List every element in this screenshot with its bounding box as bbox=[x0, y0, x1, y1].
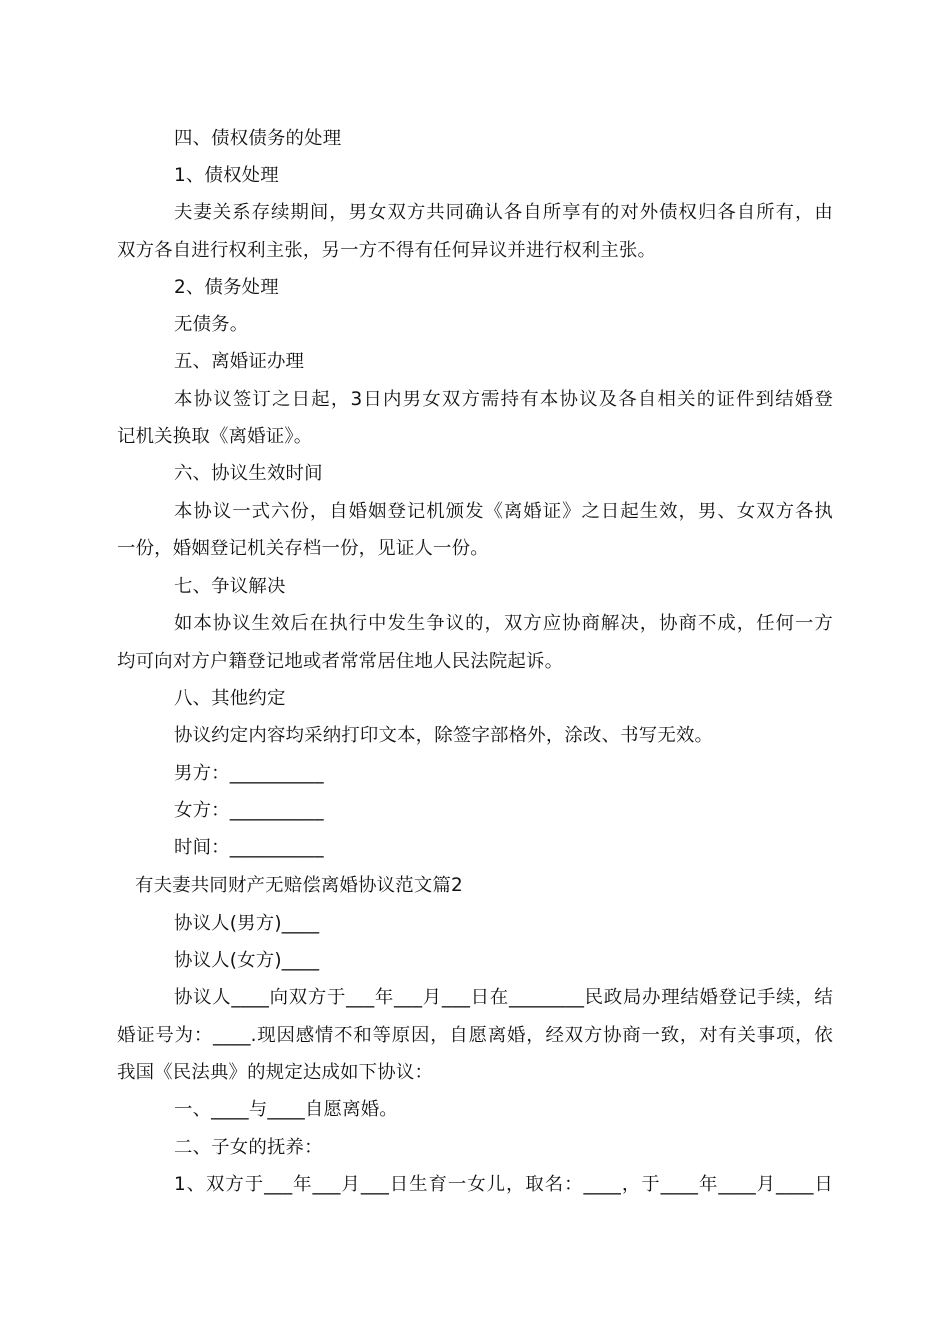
paragraph-line: 我国《民法典》的规定达成如下协议： bbox=[117, 1062, 434, 1083]
paragraph-line: 如本协议生效后在执行中发生争议的，双方应协商解决，协商不成，任何一方 bbox=[174, 613, 833, 634]
section-heading-disputes: 七、争议解决 bbox=[174, 576, 286, 597]
party-line-female: 协议人(女方)____ bbox=[174, 950, 320, 971]
paragraph-line: 协议人____向双方于___年___月___日在________民政局办理结婚登记手续，结 bbox=[174, 987, 833, 1008]
section-heading-other: 八、其他约定 bbox=[174, 688, 286, 709]
paragraph-line: 婚证号为：____.现因感情不和等原因，自愿离婚，经双方协商一致，对有关事项，依 bbox=[117, 1025, 833, 1046]
paragraph-line: 记机关换取《离婚证》。 bbox=[117, 426, 313, 447]
clause-1: 一、____与____自愿离婚。 bbox=[174, 1099, 398, 1120]
subheading-debts: 2、债务处理 bbox=[174, 277, 279, 298]
signature-line-male: 男方：__________ bbox=[174, 763, 324, 784]
paragraph-line: 无债务。 bbox=[174, 314, 249, 335]
party-line-male: 协议人(男方)____ bbox=[174, 913, 320, 934]
section-heading-certificate: 五、离婚证办理 bbox=[174, 351, 305, 372]
paragraph-line: 双方各自进行权利主张，另一方不得有任何异议并进行权利主张。 bbox=[117, 240, 657, 261]
section-heading-effective-time: 六、协议生效时间 bbox=[174, 463, 323, 484]
paragraph-line: 夫妻关系存续期间，男女双方共同确认各自所享有的对外债权归各自所有，由 bbox=[174, 202, 833, 223]
signature-line-female: 女方：__________ bbox=[174, 800, 324, 821]
paragraph-line: 协议约定内容均采纳打印文本，除签字部格外，涂改、书写无效。 bbox=[174, 725, 714, 746]
paragraph-line: 均可向对方户籍登记地或者常常居住地人民法院起诉。 bbox=[117, 651, 564, 672]
signature-line-date: 时间：__________ bbox=[174, 837, 324, 858]
paragraph-line: 本协议签订之日起，3日内男女双方需持有本协议及各自相关的证件到结婚登 bbox=[174, 389, 833, 410]
paragraph-line: 本协议一式六份，自婚姻登记机颁发《离婚证》之日起生效，男、女双方各执 bbox=[174, 501, 833, 522]
clause-2-heading: 二、子女的抚养： bbox=[174, 1137, 323, 1158]
document-title-part-2: 有夫妻共同财产无赔偿离婚协议范文篇2 bbox=[135, 875, 463, 896]
paragraph-line: 一份，婚姻登记机关存档一份，见证人一份。 bbox=[117, 538, 489, 559]
paragraph-line: 1、双方于___年___月___日生育一女儿，取名：____，于____年____月____日 bbox=[174, 1174, 833, 1195]
subheading-claims: 1、债权处理 bbox=[174, 165, 279, 186]
section-heading-debts: 四、债权债务的处理 bbox=[174, 128, 342, 149]
